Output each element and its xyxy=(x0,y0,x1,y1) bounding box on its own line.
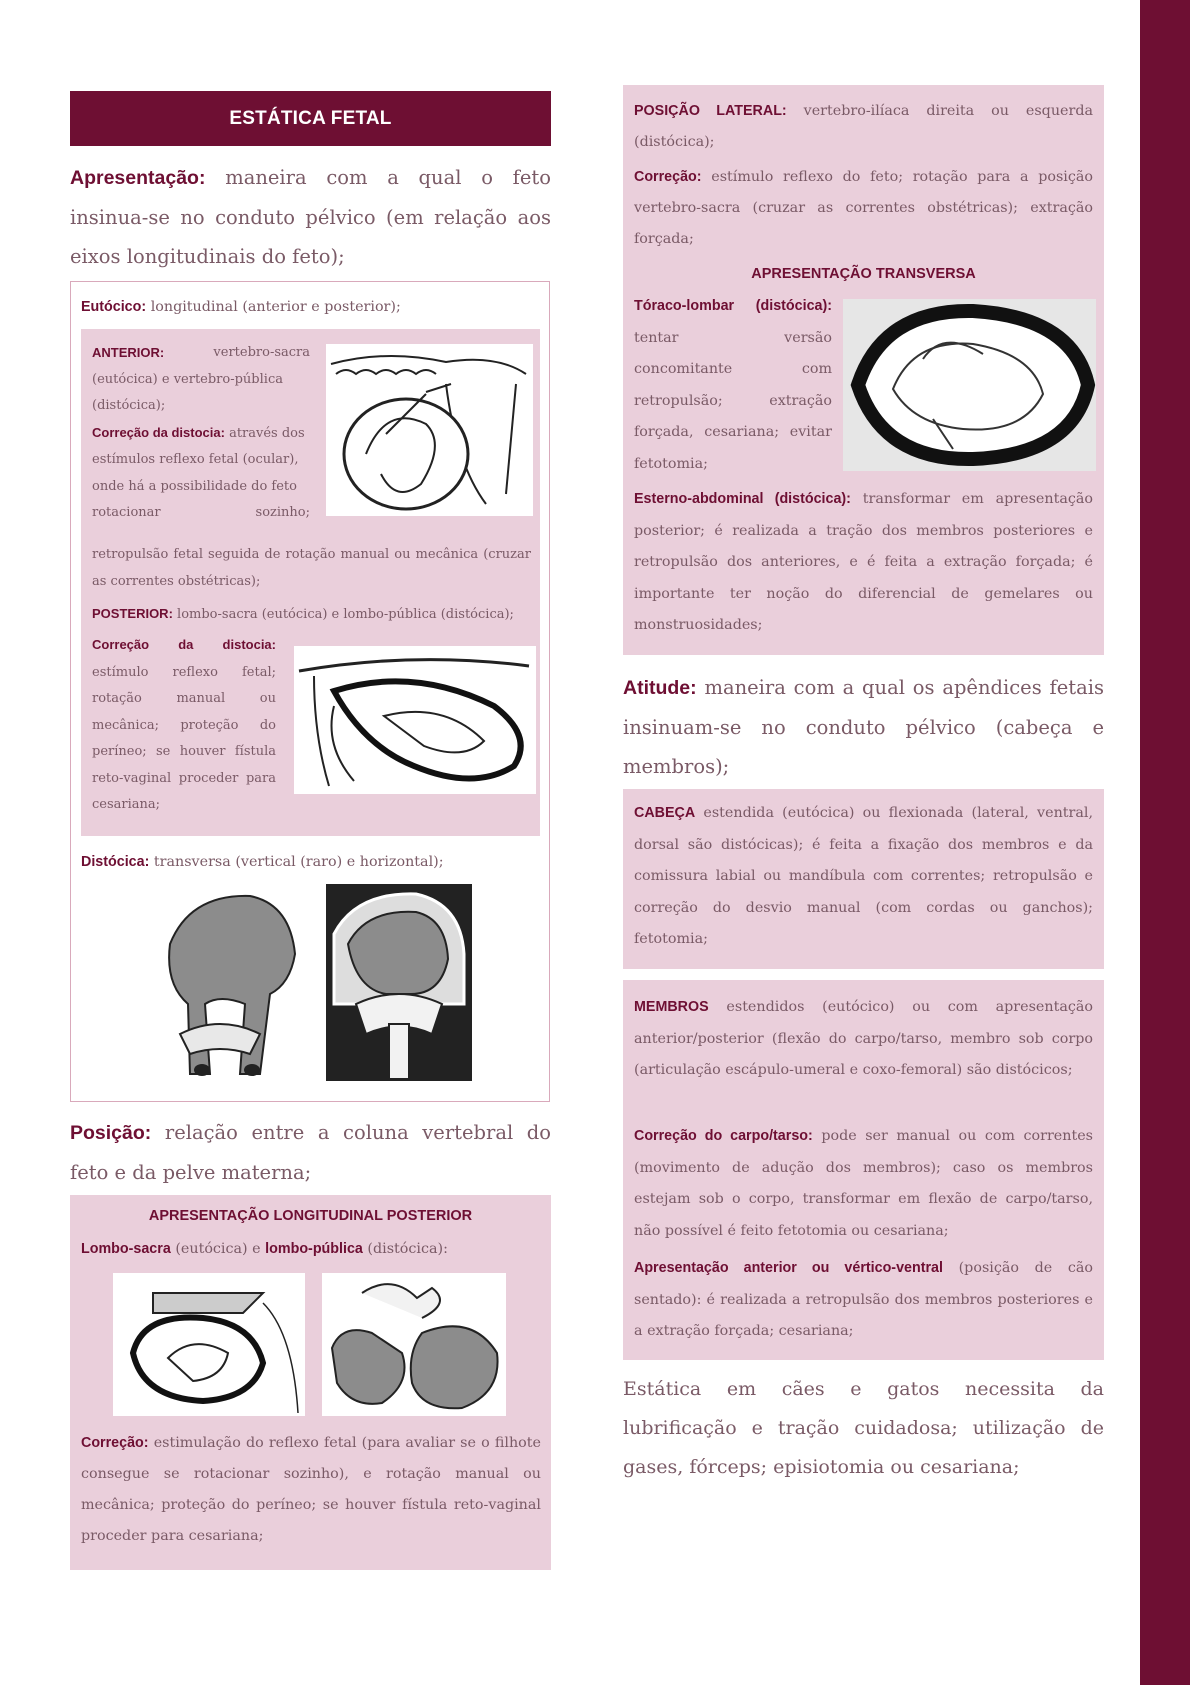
apresentacao-text: maneira com a qual o feto insinua-se no conduto pélvico (em relação aos eixos longitudinais do feto); xyxy=(70,166,551,268)
esterno-label: Esterno-abdominal (distócica): xyxy=(634,491,851,507)
lombo-publica-label: lombo-pública xyxy=(265,1241,363,1257)
lateral-correcao xyxy=(634,162,1093,255)
eutocico-text: longitudinal (anterior e posterior); xyxy=(150,299,401,315)
membros-paragraph xyxy=(634,992,1093,1087)
toraco-text: tentar versão concomitante com retropulsão; extração forçada, cesariana; evitar fetotomia; xyxy=(634,329,832,472)
cabeca-paragraph xyxy=(634,798,1093,956)
vertico-text: (posição de cão sentado): é realizada a retropulsão dos membros posteriores e a extração forçada; cesariana; xyxy=(634,1260,1094,1339)
anterior-correcao-l3: onde há a possibilidade do feto xyxy=(92,478,297,494)
carpo-tarso-paragraph xyxy=(634,1121,1093,1247)
vertico-label: Apresentação anterior ou vértico-ventral xyxy=(634,1260,943,1276)
cabeca-text: estendida (eutócica) ou flexionada (lateral, ventral, dorsal são distócicas); é feita a fixação dos membros e da comissura labial ou mandíbula com correntes; retropulsão e correção do desvio manual (com cordas ou ganchos); fetotomia; xyxy=(634,805,1094,947)
posterior-text: lombo-sacra (eutócica) e lombo-pública (distócica); xyxy=(177,607,514,622)
distocica-line xyxy=(81,848,541,876)
esterno-abdominal-paragraph xyxy=(634,484,1093,642)
esterno-text: transformar em apresentação posterior; é realizada a tração dos membros posteriores e retropulsão dos anteriores, e é feita a extração forçada; é importante ter noção do diferencial de gemelares ou monstruosidades; xyxy=(634,491,1093,633)
long-posterior-illustration-1 xyxy=(113,1273,305,1416)
distocica-illustration-vertical xyxy=(150,884,302,1081)
distocica-text-2: (distócica): xyxy=(367,1241,448,1257)
final-paragraph: Estática em cães e gatos necessita da lubrificação e tração cuidadosa; utilização de gases, fórceps; episiotomia ou cesariana; xyxy=(623,1378,1104,1478)
anterior-illustration xyxy=(326,344,533,516)
distocica-illustration-horizontal xyxy=(326,884,472,1081)
toraco-lombar-paragraph xyxy=(634,291,832,480)
long-posterior-subline xyxy=(81,1235,541,1263)
anterior-line3: (distócica); xyxy=(92,398,166,413)
eutocico-label: Eutócico: xyxy=(81,299,147,315)
lombo-sacra-label: Lombo-sacra xyxy=(81,1241,171,1257)
distocica-text: transversa (vertical (raro) e horizontal); xyxy=(153,854,444,870)
posicao-label: Posição: xyxy=(70,1122,152,1144)
transversa-illustration xyxy=(843,299,1096,471)
anterior-label: ANTERIOR: xyxy=(92,345,165,360)
membros-text: estendidos (eutócico) ou com apresentação anterior/posterior (flexão do carpo/tarso, membro sob corpo (articulação escápulo-umeral e coxo-femoral) são distócicos; xyxy=(634,999,1094,1078)
anterior-correcao-rest: retropulsão fetal seguida de rotação manual ou mecânica (cruzar as correntes obstétricas); xyxy=(92,547,531,589)
cabeca-label: CABEÇA xyxy=(634,805,696,821)
anterior-block xyxy=(92,340,310,527)
anterior-correcao-l4b: sozinho; xyxy=(255,505,310,520)
eutocico-line xyxy=(81,293,541,321)
carpo-text: pode ser manual ou com correntes (movimento de adução dos membros); caso os membros estejam sob o corpo, transformar em flexão de carpo/tarso, não possível é feito fetotomia ou cesariana; xyxy=(634,1128,1094,1239)
long-posterior-correcao-label: Correção: xyxy=(81,1435,149,1451)
posterior-correcao-text: estímulo reflexo fetal; rotação manual ou mecânica; proteção do períneo; se houver fístula reto-vaginal proceder para cesariana; xyxy=(92,664,276,812)
long-posterior-correcao-text: estimulação do reflexo fetal (para avaliar se o filhote consegue se rotacionar sozinho), e rotação manual ou mecânica; proteção do períneo; se houver fístula reto-vaginal proceder para cesariana; xyxy=(81,1435,541,1544)
posterior-line xyxy=(92,601,537,629)
posterior-label: POSTERIOR: xyxy=(92,606,173,621)
lateral-correcao-text: estímulo reflexo do feto; rotação para a posição vertebro-sacra (cruzar as correntes obstétricas); extração forçada; xyxy=(634,169,1094,247)
lateral-correcao-label: Correção: xyxy=(634,169,702,185)
atitude-text: maneira com a qual os apêndices fetais insinuam-se no conduto pélvico (cabeça e membros); xyxy=(623,676,1104,778)
eutocica-text: (eutócica) e xyxy=(175,1241,261,1257)
membros-label: MEMBROS xyxy=(634,999,709,1015)
anterior-correcao-l2: estímulos reflexo fetal (ocular), xyxy=(92,452,299,467)
distocica-label: Distócica: xyxy=(81,854,150,870)
lateral-text: vertebro-ilíaca direita ou esquerda (distócica); xyxy=(634,103,1093,150)
anterior-correcao-l1: através dos xyxy=(229,425,305,441)
long-posterior-illustration-2 xyxy=(322,1273,506,1416)
apresentacao-paragraph xyxy=(70,158,551,276)
anterior-correcao-label: Correção da distocia: xyxy=(92,424,225,440)
posicao-text: relação entre a coluna vertebral do feto e da pelve materna; xyxy=(70,1121,551,1184)
lateral-line xyxy=(634,96,1093,158)
transversa-heading: APRESENTAÇÃO TRANSVERSA xyxy=(751,266,976,282)
long-posterior-correcao xyxy=(81,1428,541,1552)
apresentacao-label: Apresentação: xyxy=(70,167,206,189)
right-sidebar-bar xyxy=(1140,0,1190,1685)
anterior-line2: (eutócica) e vertebro-pública xyxy=(92,371,283,387)
posterior-correcao xyxy=(92,632,276,819)
atitude-label: Atitude: xyxy=(623,677,697,699)
long-posterior-heading: APRESENTAÇÃO LONGITUDINAL POSTERIOR xyxy=(148,1208,473,1224)
posterior-illustration xyxy=(294,646,536,794)
anterior-correcao-l4a: rotacionar xyxy=(92,505,161,520)
carpo-label: Correção do carpo/tarso: xyxy=(634,1128,813,1144)
anterior-line1: vertebro-sacra xyxy=(213,345,310,360)
page-title: ESTÁTICA FETAL xyxy=(70,91,551,146)
posterior-correcao-label: Correção da distocia: xyxy=(92,637,276,652)
vertico-ventral-paragraph xyxy=(634,1253,1093,1348)
lateral-label: POSIÇÃO LATERAL: xyxy=(634,103,787,119)
atitude-paragraph xyxy=(623,668,1104,786)
toraco-label: Tóraco-lombar (distócica): xyxy=(634,298,832,314)
posicao-paragraph xyxy=(70,1113,551,1192)
